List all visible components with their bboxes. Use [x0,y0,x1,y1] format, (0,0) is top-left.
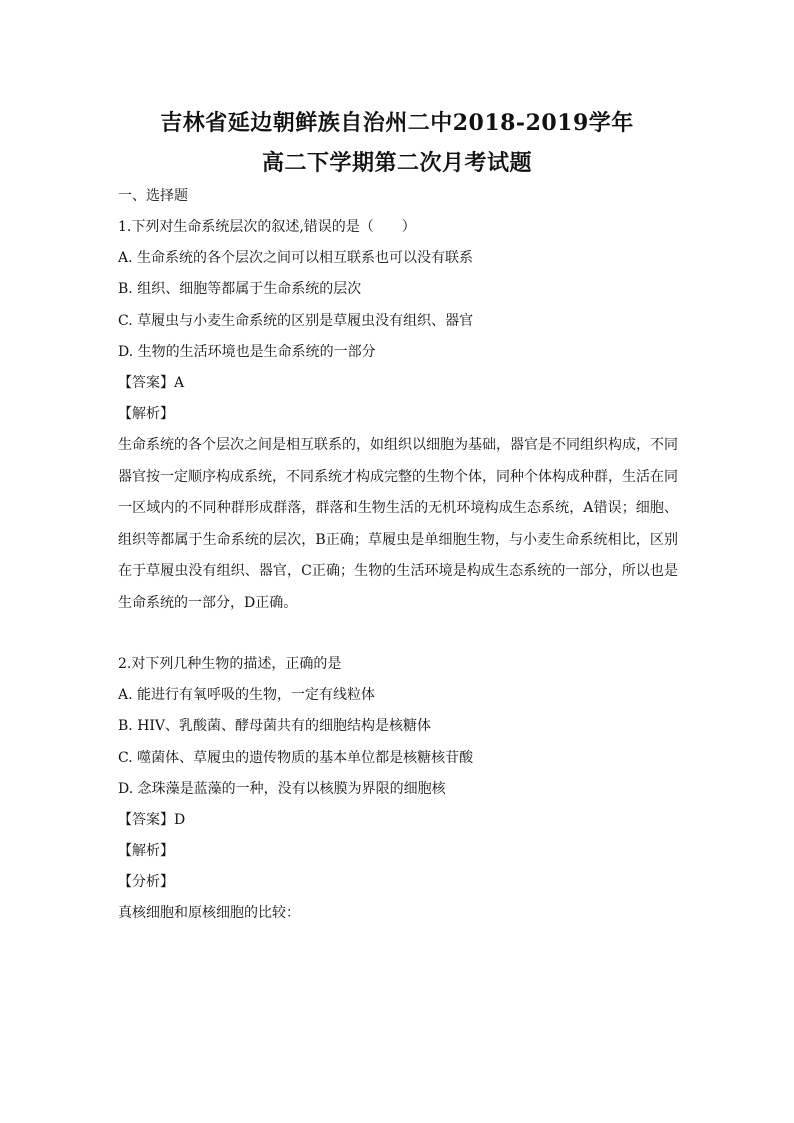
question-1-option-a: A. 生命系统的各个层次之间可以相互联系也可以没有联系 [118,250,474,266]
question-2-option-c: C. 噬菌体、草履虫的遗传物质的基本单位都是核糖核苷酸 [118,750,474,766]
question-2-stem: 2.对下列几种生物的描述，正确的是 [118,656,342,672]
document-title-line2: 高二下学期第二次月考试题 [261,150,532,176]
question-2-fenxi-label: 【分析】 [118,874,174,890]
question-2-option-d: D. 念珠藻是蓝藻的一种，没有以核膜为界限的细胞核 [118,781,446,797]
question-1-option-c: C. 草履虫与小麦生命系统的区别是草履虫没有组织、器官 [118,313,474,329]
question-1-option-b: B. 组织、细胞等都属于生命系统的层次 [118,281,362,297]
question-1-analysis-text: 生命系统的各个层次之间是相互联系的，如组织以细胞为基础，器官是不同组织构成，不同器官按一定顺序构成系统，不同系统才构成完整的生物个体，同种个体构成种群，生活在同一区域内的不同种群形成群落，群落和生物生活的无机环境构成生态系统，A错误；细胞、组织等都属于生命系统的层次，B正确；草履虫是单细胞生物，与小麦生命系统相比，区别在于草履虫没有组织、器官，C正确；生物的生活环境是构成生态系统的一部分，所以也是生命系统的一部分，D正确。 [118,437,678,611]
question-2-option-b: B. HIV、乳酸菌、酵母菌共有的细胞结构是核糖体 [118,718,432,734]
question-1-stem: 1.下列对生命系统层次的叙述,错误的是（ ） [118,219,416,235]
question-1-option-d: D. 生物的生活环境也是生命系统的一部分 [118,344,376,360]
question-2-option-a: A. 能进行有氧呼吸的生物，一定有线粒体 [118,687,376,703]
question-2-comparison-intro: 真核细胞和原核细胞的比较： [118,905,300,921]
question-1-answer: 【答案】A [118,375,185,391]
question-2-answer: 【答案】D [118,812,186,828]
question-1-analysis-label: 【解析】 [118,406,174,422]
document-title-line1: 吉林省延边朝鲜族自治州二中2018-2019学年 [160,110,634,136]
section-label: 一、选择题 [118,188,188,204]
question-2-analysis-label: 【解析】 [118,843,174,859]
